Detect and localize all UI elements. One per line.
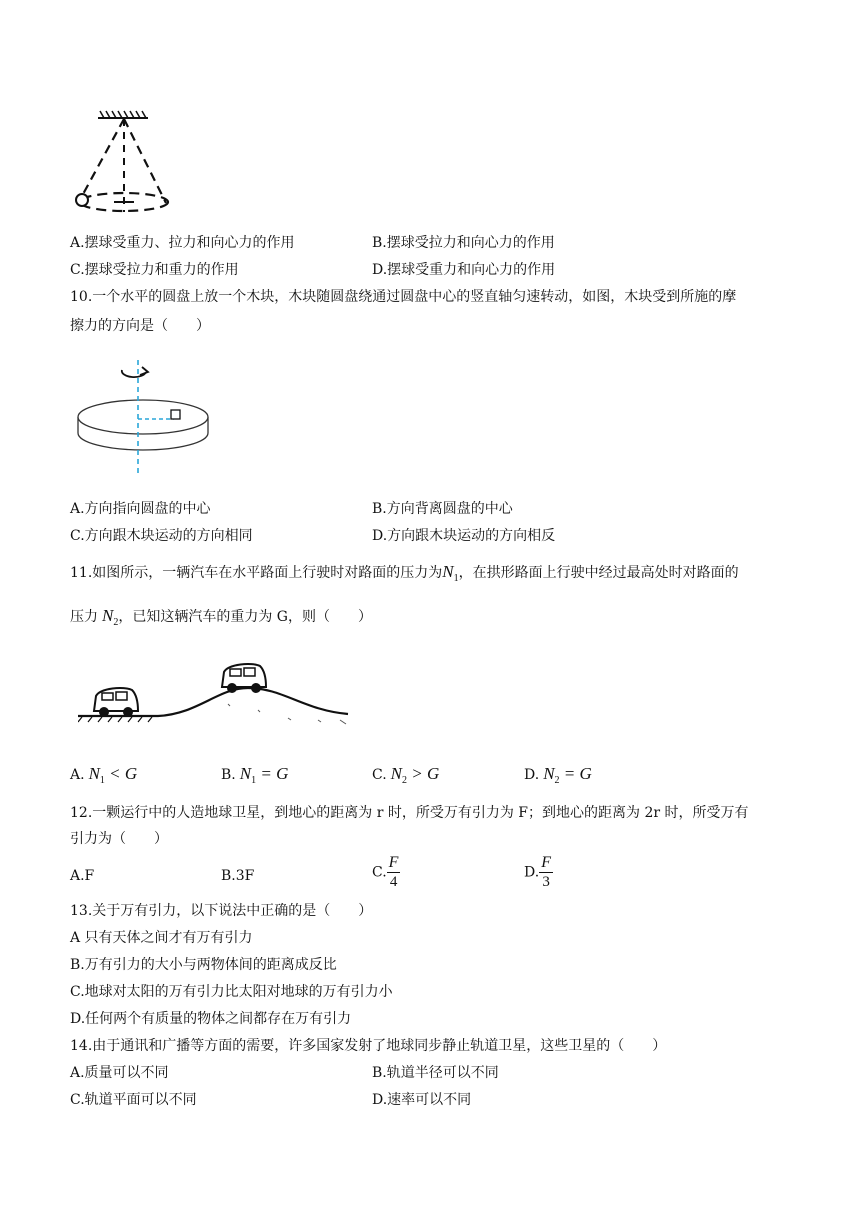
option-b: B.万有引力的大小与两物体间的距离成反比 bbox=[70, 957, 337, 973]
option-c: C.地球对太阳的万有引力比太阳对地球的万有引力小 bbox=[70, 984, 393, 1000]
option-c: C.方向跟木块运动的方向相同 bbox=[70, 528, 253, 544]
option-d: D.任何两个有质量的物体之间都存在万有引力 bbox=[70, 1011, 352, 1027]
option-d: D.方向跟木块运动的方向相反 bbox=[372, 528, 556, 544]
option-a: A. $N_1 < G$ bbox=[70, 764, 138, 786]
option-a: A 只有天体之间才有万有引力 bbox=[70, 930, 253, 946]
option-c: C. $\frac{F}{4}$ bbox=[372, 854, 399, 890]
question-10-stem: 10.一个水平的圆盘上放一个木块，木块随圆盘绕通过圆盘中心的竖直轴匀速转动，如图，木块受到所施的摩 bbox=[70, 289, 737, 305]
question-14-stem: 14.由于通讯和广播等方面的需要，许多国家发射了地球同步静止轨道卫星，这些卫星的（ ） bbox=[70, 1038, 667, 1054]
option-b: B.3F bbox=[221, 868, 255, 884]
option-c: C. $N_2 > G$ bbox=[372, 764, 440, 786]
option-d: D. $N_2 = G$ bbox=[524, 764, 592, 786]
option-b: B.轨道半径可以不同 bbox=[372, 1065, 499, 1081]
conical-pendulum-figure bbox=[66, 108, 176, 218]
question-11-stem: 11.如图所示，一辆汽车在水平路面上行驶时对路面的压力为$N_1$，在拱形路面上行驶中经过最高处时对路面的 bbox=[70, 562, 739, 584]
option-c: C.摆球受拉力和重力的作用 bbox=[70, 262, 239, 278]
option-a: A.摆球受重力、拉力和向心力的作用 bbox=[70, 235, 295, 251]
question-11-stem-cont: 压力 $N_2$，已知这辆汽车的重力为 G，则（ ） bbox=[70, 606, 372, 628]
question-13-stem: 13.关于万有引力，以下说法中正确的是（ ） bbox=[70, 903, 373, 919]
option-d: D.速率可以不同 bbox=[372, 1092, 472, 1108]
question-12-stem: 12.一颗运行中的人造地球卫星，到地心的距离为 r 时，所受万有引力为 F；到地心的距离为 2r 时，所受万有 bbox=[70, 805, 749, 821]
question-12-stem-cont: 引力为（ ） bbox=[70, 831, 168, 847]
option-b: B.摆球受拉力和向心力的作用 bbox=[372, 235, 555, 251]
option-d: D.摆球受重力和向心力的作用 bbox=[372, 262, 556, 278]
option-a: A.方向指向圆盘的中心 bbox=[70, 501, 211, 517]
option-a: A.F bbox=[70, 868, 95, 884]
fraction: $\frac{F}{4}$ bbox=[388, 854, 399, 890]
option-d: D. $\frac{F}{3}$ bbox=[524, 854, 551, 890]
option-b: B. $N_1 = G$ bbox=[221, 764, 289, 786]
question-10-stem-cont: 擦力的方向是（ ） bbox=[70, 318, 210, 334]
option-a: A.质量可以不同 bbox=[70, 1065, 169, 1081]
option-c: C.轨道平面可以不同 bbox=[70, 1092, 197, 1108]
option-b: B.方向背离圆盘的中心 bbox=[372, 501, 513, 517]
car-on-arch-road-figure bbox=[78, 660, 358, 728]
rotating-disk-figure bbox=[72, 360, 222, 480]
fraction: $\frac{F}{3}$ bbox=[541, 854, 551, 890]
